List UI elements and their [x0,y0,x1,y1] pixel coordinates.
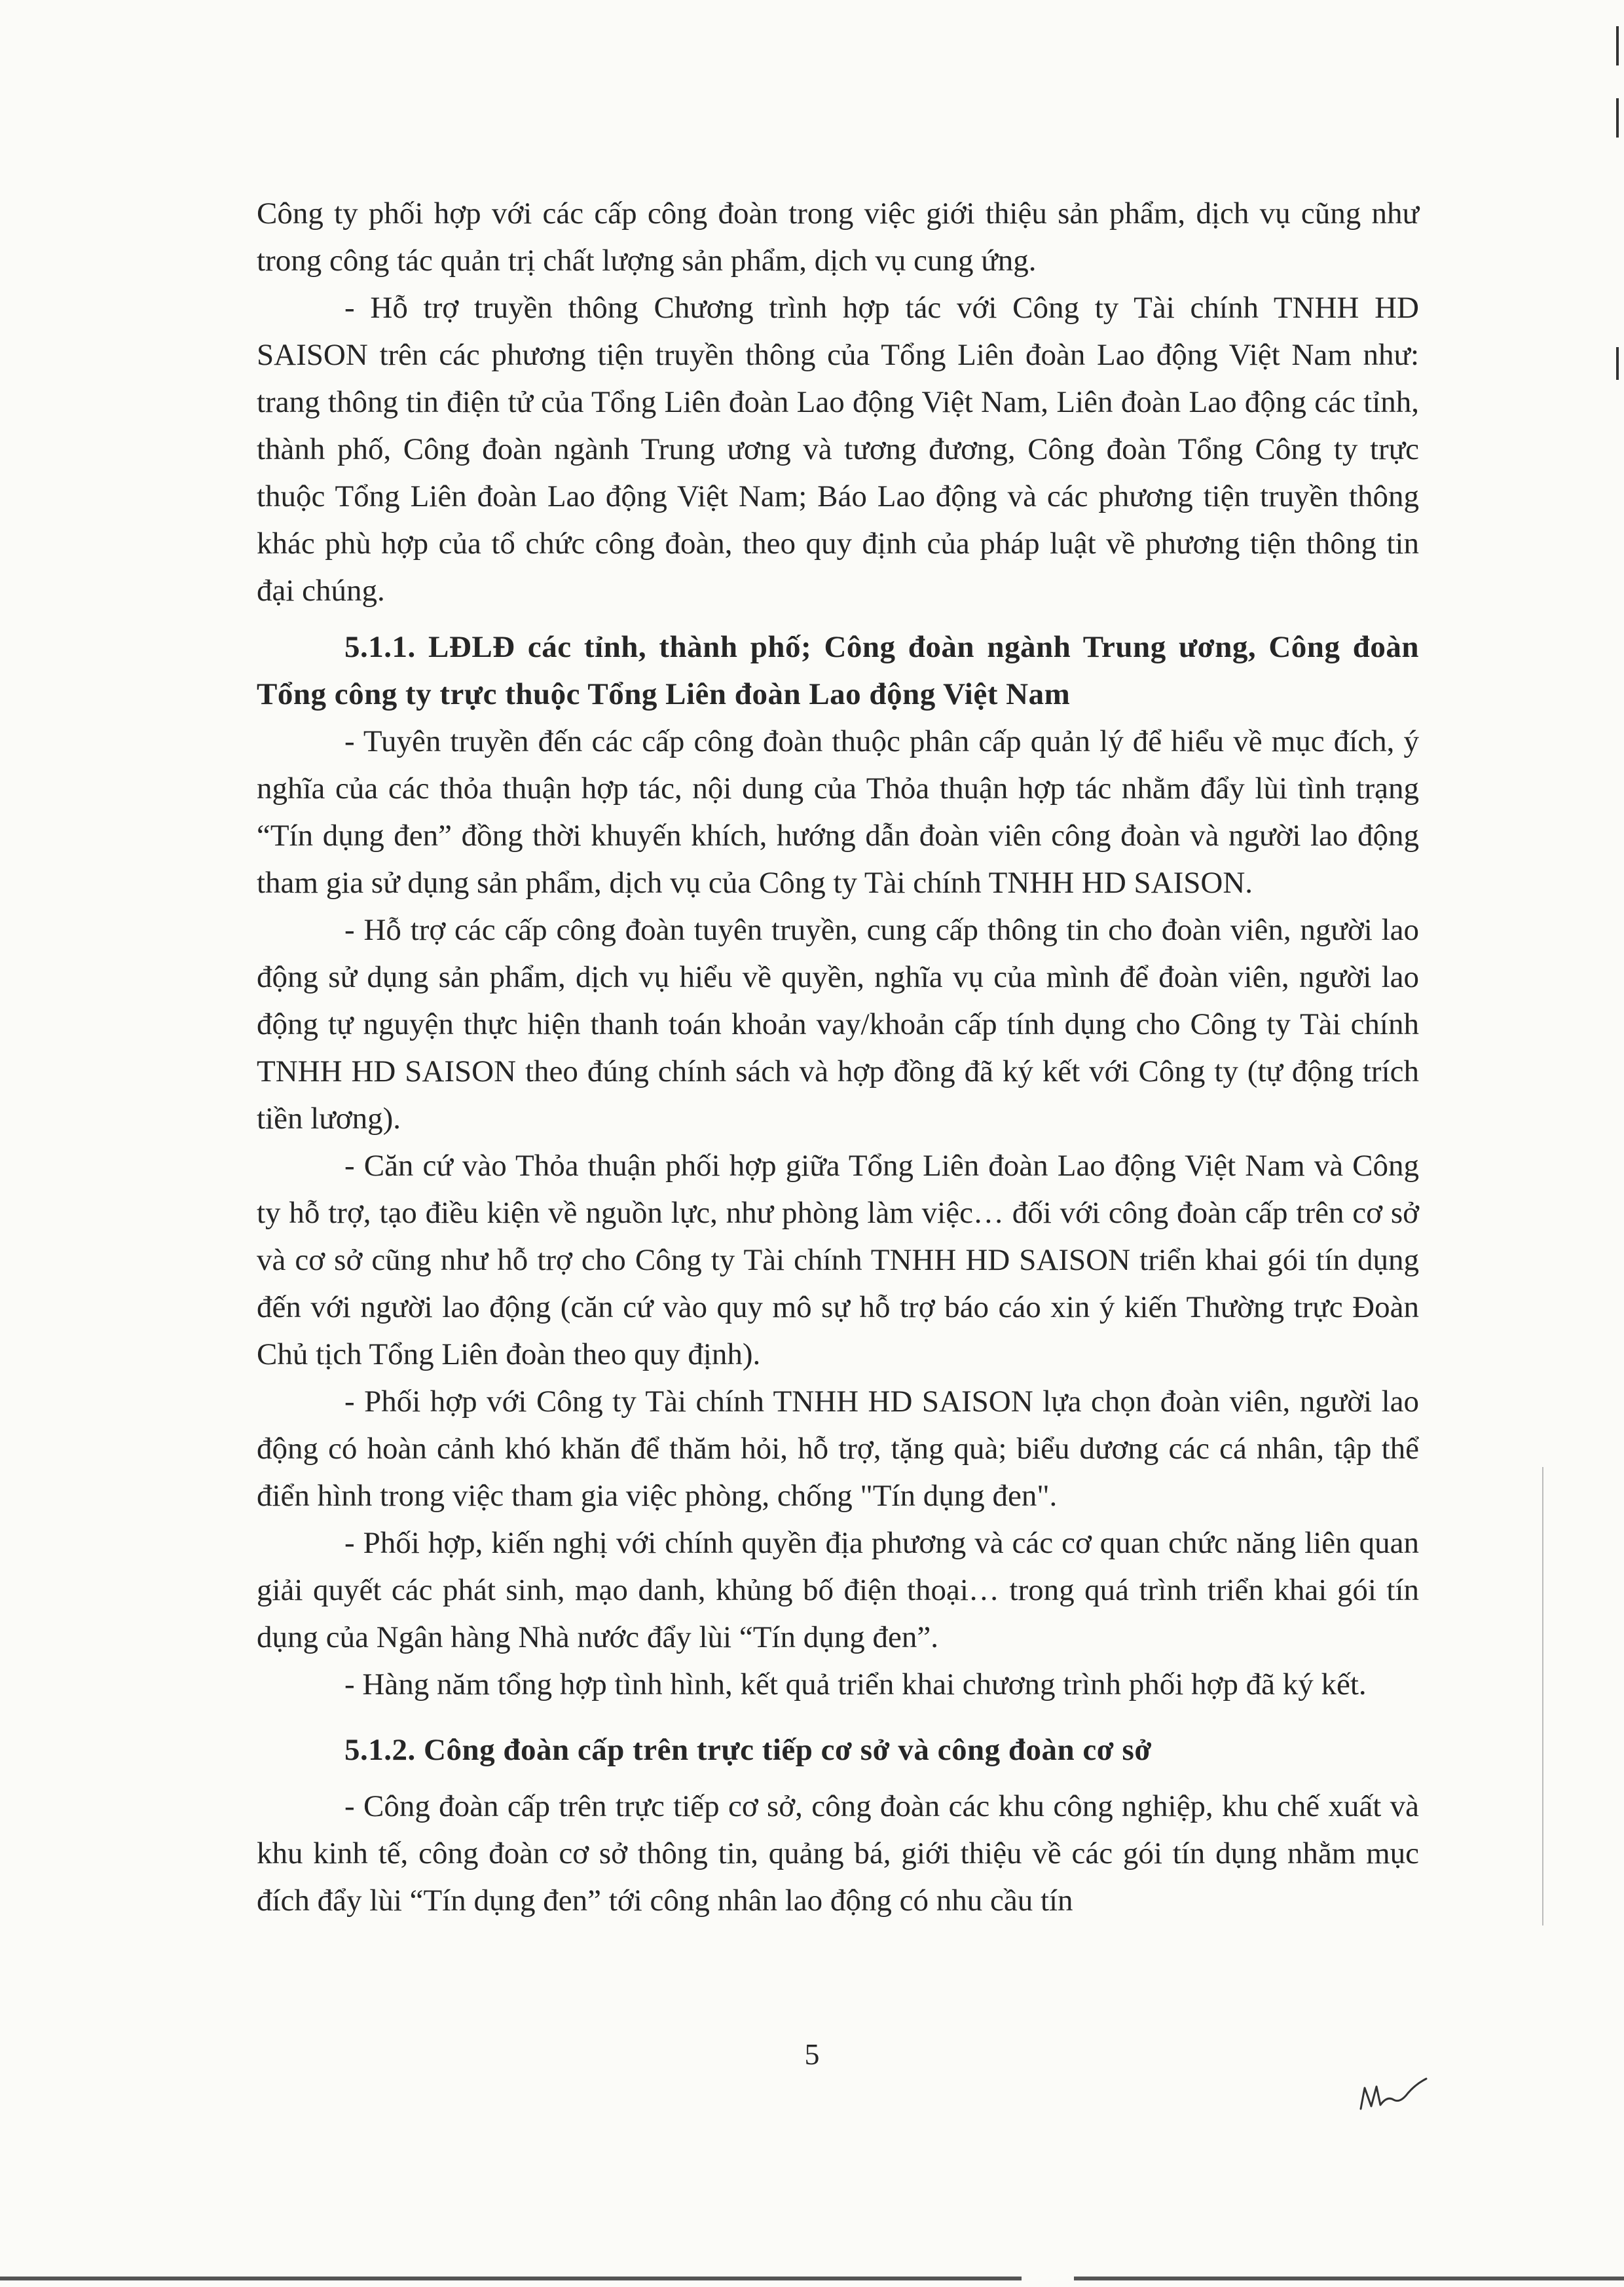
scan-edge-mark [1542,1467,1543,1925]
paragraph: - Hỗ trợ các cấp công đoàn tuyên truyền, cung cấp thông tin cho đoàn viên, người lao động sử dụng sản phẩm, dịch vụ hiểu về quyền, nghĩa vụ của mình để đoàn viên, người lao động tự nguyện thực hiện thanh toán khoản vay/khoản cấp tính dụng cho Công ty Tài chính TNHH HD SAISON theo đúng chính sách và hợp đồng đã ký kết với Công ty (tự động trích tiền lương). [257,913,1419,1136]
scan-bottom-line [1074,2277,1624,2280]
scan-edge-mark [1616,98,1619,138]
paragraph: Công ty phối hợp với các cấp công đoàn trong việc giới thiệu sản phẩm, dịch vụ cũng như trong công tác quản trị chất lượng sản phẩm, dịch vụ cung ứng. [257,196,1419,278]
paragraph: - Công đoàn cấp trên trực tiếp cơ sở, công đoàn các khu công nghiệp, khu chế xuất và khu kinh tế, công đoàn cơ sở thông tin, quảng bá, giới thiệu về các gói tín dụng nhằm mục đích đẩy lùi “Tín dụng đen” tới công nhân lao động có nhu cầu tín [257,1789,1419,1918]
section-heading-5-1-2: 5.1.2. Công đoàn cấp trên trực tiếp cơ sở và công đoàn cơ sở [344,1733,1152,1767]
page-number: 5 [804,2037,820,2071]
handwritten-initials [1356,2070,1434,2122]
document-body [257,190,1419,1924]
scan-edge-mark [1616,26,1619,65]
paragraph: - Tuyên truyền đến các cấp công đoàn thuộc phân cấp quản lý để hiểu về mục đích, ý nghĩa của các thỏa thuận hợp tác, nội dung của Thỏa thuận hợp tác nhằm đẩy lùi tình trạng “Tín dụng đen” đồng thời khuyến khích, hướng dẫn đoàn viên công đoàn và người lao động tham gia sử dụng sản phẩm, dịch vụ của Công ty Tài chính TNHH HD SAISON. [257,724,1419,900]
paragraph: - Hàng năm tổng hợp tình hình, kết quả triển khai chương trình phối hợp đã ký kết. [344,1667,1367,1701]
paragraph: - Phối hợp, kiến nghị với chính quyền địa phương và các cơ quan chức năng liên quan giải quyết các phát sinh, mạo danh, khủng bố điện thoại… trong quá trình triển khai gói tín dụng của Ngân hàng Nhà nước đẩy lùi “Tín dụng đen”. [257,1526,1419,1654]
paragraph: - Hỗ trợ truyền thông Chương trình hợp tác với Công ty Tài chính TNHH HD SAISON trên các phương tiện truyền thông của Tổng Liên đoàn Lao động Việt Nam như: trang thông tin điện tử của Tổng Liên đoàn Lao động Việt Nam, Liên đoàn Lao động các tỉnh, thành phố, Công đoàn ngành Trung ương và tương đương, Công đoàn Tổng Công ty trực thuộc Tổng Liên đoàn Lao động Việt Nam; Báo Lao động và các phương tiện truyền thông khác phù hợp của tổ chức công đoàn, theo quy định của pháp luật về phương tiện thông tin đại chúng. [257,291,1419,608]
scan-edge-mark [1616,347,1619,380]
paragraph: - Phối hợp với Công ty Tài chính TNHH HD SAISON lựa chọn đoàn viên, người lao động có hoàn cảnh khó khăn để thăm hỏi, hỗ trợ, tặng quà; biểu dương các cá nhân, tập thể điển hình trong việc tham gia việc phòng, chống "Tín dụng đen". [257,1385,1419,1513]
paragraph: - Căn cứ vào Thỏa thuận phối hợp giữa Tổng Liên đoàn Lao động Việt Nam và Công ty hỗ trợ, tạo điều kiện về nguồn lực, như phòng làm việc… đối với công đoàn cấp trên cơ sở và cơ sở cũng như hỗ trợ cho Công ty Tài chính TNHH HD SAISON triển khai gói tín dụng đến với người lao động (căn cứ vào quy mô sự hỗ trợ báo cáo xin ý kiến Thường trực Đoàn Chủ tịch Tổng Liên đoàn theo quy định). [257,1149,1419,1371]
scan-bottom-line [0,2277,1022,2280]
section-heading-5-1-1: 5.1.1. LĐLĐ các tỉnh, thành phố; Công đoàn ngành Trung ương, Công đoàn Tổng công ty trực thuộc Tổng Liên đoàn Lao động Việt Nam [257,630,1419,711]
